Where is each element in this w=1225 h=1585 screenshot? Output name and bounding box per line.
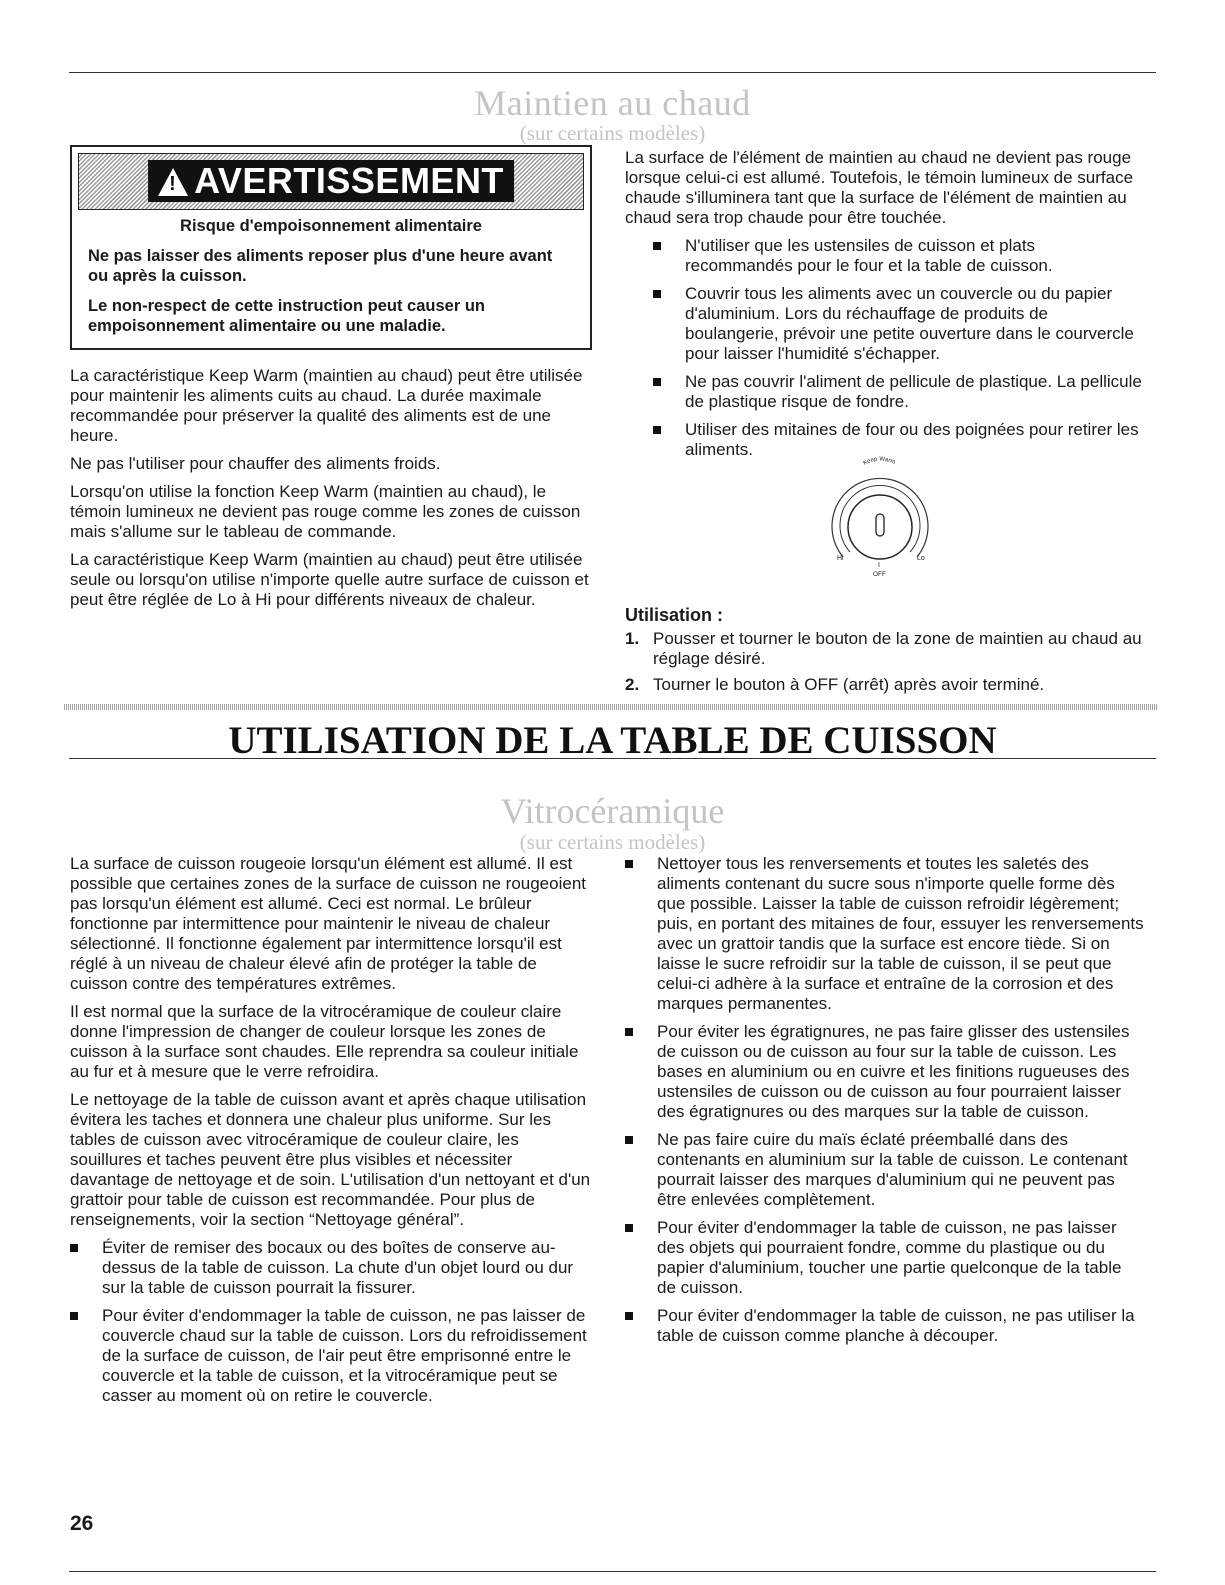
warning-box bbox=[70, 145, 592, 350]
square-bullet-icon bbox=[625, 860, 633, 868]
square-bullet-icon bbox=[653, 426, 661, 434]
keep-warm-left-column bbox=[70, 366, 592, 618]
step-item bbox=[625, 675, 1145, 695]
paragraph: Lorsqu'on utilise la fonction Keep Warm (maintien au chaud), le témoin lumineux ne devient pas rouge comme les zones de cuisson mais s'allume sur le tableau de commande. bbox=[70, 482, 581, 541]
paragraph: La surface de cuisson rougeoie lorsqu'un élément est allumé. Il est possible que certaines zones de la surface de cuisson ne rougeoient pas lorsqu'un élément est allumé. Ceci est normal. Le brûleur fonctionne par intermittence pour maintenir le niveau de chaleur sélectionné. Il fonctionne également par intermittence lorsqu'il est réglé à un niveau de chaleur élevé afin de protéger la table de cuisson contre des températures extrêmes. bbox=[70, 854, 587, 993]
step-text: Pousser et tourner le bouton de la zone de maintien au chaud au réglage désiré. bbox=[653, 629, 1142, 668]
list-item-text: Éviter de remiser des bocaux ou des boîtes de conserve au-dessus de la table de cuisson. La chute d'un objet lourd ou dur sur la table de cuisson pourrait la fissurer. bbox=[102, 1238, 574, 1297]
list-item bbox=[70, 1306, 592, 1406]
warning-triangle-icon bbox=[158, 168, 188, 196]
main-title: UTILISATION DE LA TABLE DE CUISSON bbox=[228, 719, 997, 762]
warning-label bbox=[148, 160, 514, 202]
square-bullet-icon bbox=[625, 1136, 633, 1144]
list-item-text: N'utiliser que les ustensiles de cuisson et plats recommandés pour le four et la table de cuisson. bbox=[685, 236, 1053, 275]
list-item-text: Nettoyer tous les renversements et toutes les saletés des aliments contenant du sucre sous n'importe quelle forme dès que possible. Laisser la table de cuisson refroidir légèrement; puis, en portant des mitaines de four, essuyer les renversements avec un grattoir tandis que la surface est encore tiède. Si on laisse le sucre refroidir sur la table de cuisson, il se peut que celui-ci adhère à la surface et entraîne de la corrosion et des marques permanentes. bbox=[657, 854, 1144, 1013]
list-item bbox=[625, 1130, 1145, 1210]
list-item bbox=[625, 284, 1145, 364]
list-item-text: Pour éviter les égratignures, ne pas faire glisser des ustensiles de cuisson ou de cuisson au four sur la table de cuisson. Les bases en aluminium ou en cuivre et les finitions rugueuses des ustensiles de cuisson ou de cuisson au four pourraient laisser des égratignures ou des marques sur la table de cuisson. bbox=[657, 1022, 1130, 1121]
keep-warm-right-column bbox=[625, 148, 1145, 468]
square-bullet-icon bbox=[653, 378, 661, 386]
warning-label-text: AVERTISSEMENT bbox=[194, 160, 504, 201]
dotted-divider bbox=[64, 704, 1157, 710]
usage-heading: Utilisation : bbox=[625, 605, 723, 625]
warning-paragraph: Le non-respect de cette instruction peut causer un empoisonnement alimentaire ou une maladie. bbox=[88, 297, 485, 335]
square-bullet-icon bbox=[70, 1244, 78, 1252]
step-text: Tourner le bouton à OFF (arrêt) après avoir terminé. bbox=[653, 675, 1045, 694]
keep-warm-knob-illustration bbox=[805, 452, 955, 582]
keep-warm-subtitle: (sur certains modèles) bbox=[519, 121, 706, 145]
warning-heading: Risque d'empoisonnement alimentaire bbox=[180, 217, 482, 235]
list-item bbox=[70, 1238, 592, 1298]
square-bullet-icon bbox=[625, 1224, 633, 1232]
knob-arc-label: Keep Warm bbox=[862, 456, 897, 467]
usage-steps bbox=[625, 629, 1145, 695]
list-item-text: Couvrir tous les aliments avec un couvercle ou du papier d'aluminium. Lors du réchauffage de produits de boulangerie, prévoir une petite ouverture dans le courvercle pour laisser l'humidité s'échapper. bbox=[685, 284, 1134, 363]
bullet-list bbox=[625, 236, 1145, 460]
knob-off-mark: I bbox=[878, 562, 880, 569]
list-item-text: Utiliser des mitaines de four ou des poignées pour retirer les aliments. bbox=[685, 420, 1139, 459]
top-rule bbox=[69, 72, 1156, 73]
paragraph: La caractéristique Keep Warm (maintien au chaud) peut être utilisée seule ou lorsqu'on utilise n'importe quelle autre surface de cuisson et peut être réglée de Lo à Hi pour différents niveaux de chaleur. bbox=[70, 550, 589, 609]
list-item bbox=[625, 372, 1145, 412]
paragraph: La surface de l'élément de maintien au chaud ne devient pas rouge lorsque celui-ci est allumé. Toutefois, le témoin lumineux de surface chaude s'illuminera tant que la surface de l'élément de maintien au chaud sera trop chaude pour être touchée. bbox=[625, 148, 1134, 227]
list-item-text: Ne pas faire cuire du maïs éclaté préemballé dans des contenants en aluminium sur la table de cuisson. Le contenant pourrait laisser des marques d'aluminium qui ne peuvent pas être enlevées complètement. bbox=[657, 1130, 1128, 1209]
knob-lo-label: Lo bbox=[917, 555, 925, 562]
bullet-list bbox=[70, 1238, 592, 1406]
list-item bbox=[625, 1306, 1145, 1346]
knob-dial bbox=[848, 495, 912, 559]
ceramic-right-column bbox=[625, 854, 1145, 1354]
ceramic-title: Vitrocéramique bbox=[500, 791, 725, 831]
square-bullet-icon bbox=[653, 242, 661, 250]
list-item-text: Pour éviter d'endommager la table de cuisson, ne pas utiliser la table de cuisson comme planche à découper. bbox=[657, 1306, 1135, 1345]
list-item-text: Ne pas couvrir l'aliment de pellicule de plastique. La pellicule de plastique risque de fondre. bbox=[685, 372, 1142, 411]
knob-hi-label: Hi bbox=[837, 555, 844, 562]
step-number: 1. bbox=[625, 629, 640, 648]
keep-warm-title: Maintien au chaud bbox=[474, 83, 751, 123]
list-item-text: Pour éviter d'endommager la table de cuisson, ne pas laisser des objets qui pourraient fondre, comme du plastique ou du papier d'aluminium, toucher une partie quelconque de la table de cuisson. bbox=[657, 1218, 1122, 1297]
square-bullet-icon bbox=[653, 290, 661, 298]
square-bullet-icon bbox=[625, 1312, 633, 1320]
list-item-text: Pour éviter d'endommager la table de cuisson, ne pas laisser de couvercle chaud sur la table de cuisson. Lors du refroidissement de la surface de cuisson, de l'air peut être emprisonné entre le couvercle et la table de cuisson, et la vitrocéramique peut se casser au moment où on retire le couvercle. bbox=[102, 1306, 587, 1405]
paragraph: Ne pas l'utiliser pour chauffer des aliments froids. bbox=[70, 454, 441, 473]
bullet-list bbox=[625, 854, 1145, 1346]
step-number: 2. bbox=[625, 675, 640, 694]
page-number: 26 bbox=[70, 1512, 94, 1535]
list-item bbox=[625, 236, 1145, 276]
knob-off-label: OFF bbox=[873, 571, 886, 578]
list-item bbox=[625, 854, 1145, 1014]
section-rule bbox=[69, 758, 1156, 759]
list-item bbox=[625, 1022, 1145, 1122]
bottom-rule bbox=[69, 1571, 1156, 1572]
square-bullet-icon bbox=[625, 1028, 633, 1036]
paragraph: Le nettoyage de la table de cuisson avant et après chaque utilisation évitera les taches et donnera une chaleur plus uniforme. Sur les tables de cuisson avec vitrocéramique de couleur claire, les souillures et taches peuvent être plus visibles et nécessiter davantage de nettoyage et de soin. L'utilisation d'un nettoyant et d'un grattoir pour table de cuisson est recommandée. Pour plus de renseignements, voir la section “Nettoyage général”. bbox=[70, 1090, 591, 1229]
usage-block bbox=[625, 605, 1145, 701]
list-item bbox=[625, 1218, 1145, 1298]
ceramic-left-column bbox=[70, 854, 592, 1414]
warning-paragraph: Ne pas laisser des aliments reposer plus d'une heure avant ou après la cuisson. bbox=[88, 247, 553, 285]
step-item bbox=[625, 629, 1145, 669]
square-bullet-icon bbox=[70, 1312, 78, 1320]
warning-header bbox=[78, 153, 584, 210]
paragraph: Il est normal que la surface de la vitrocéramique de couleur claire donne l'impression de changer de couleur lorsque les zones de cuisson à la surface sont chaudes. Elle reprendra sa couleur initiale au fur et à mesure que le verre refroidira. bbox=[70, 1002, 579, 1081]
ceramic-subtitle: (sur certains modèles) bbox=[519, 830, 706, 854]
paragraph: La caractéristique Keep Warm (maintien au chaud) peut être utilisée pour maintenir les aliments cuits au chaud. La durée maximale recommandée pour préserver la qualité des aliments est de une heure. bbox=[70, 366, 583, 445]
